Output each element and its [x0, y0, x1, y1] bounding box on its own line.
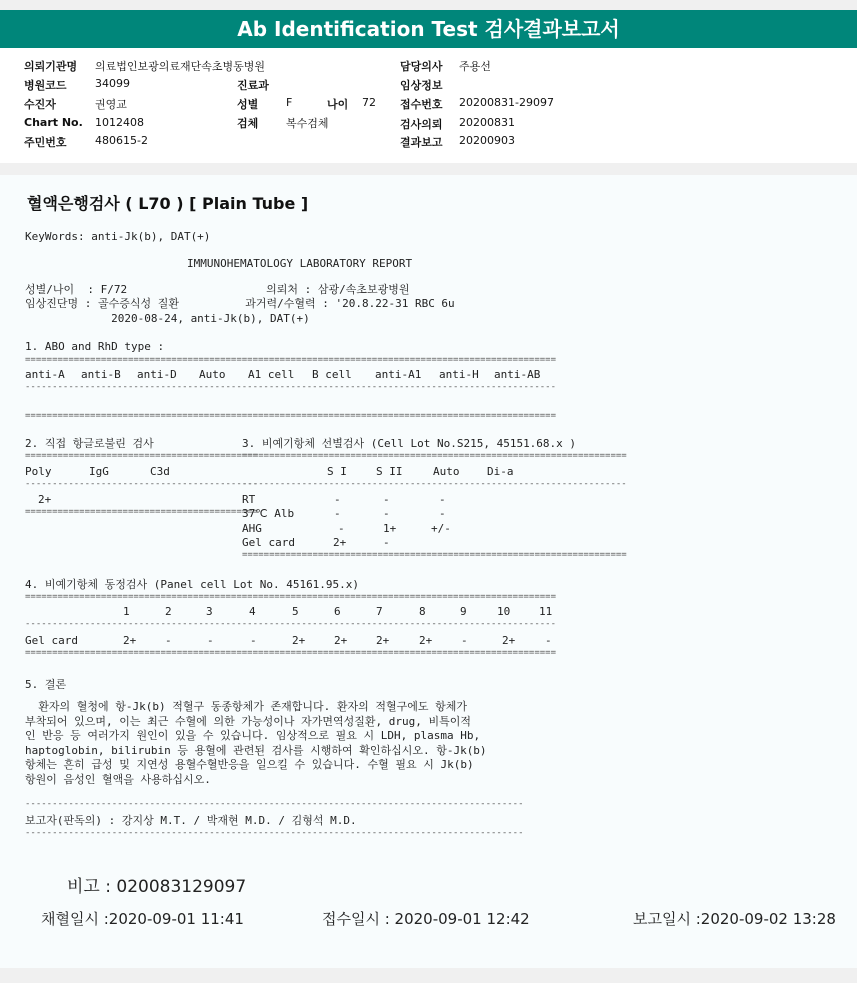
separator: ==================================================================================================	[25, 411, 557, 421]
hospital-code-label: 병원코드	[24, 79, 67, 92]
sec1-col: anti-A1	[375, 368, 422, 381]
sec4-col: 11	[539, 605, 553, 618]
sec4-cell: -	[165, 634, 172, 647]
doctor-label: 담당의사	[400, 60, 443, 73]
report-title: Ab Identification Test 검사결과보고서	[0, 10, 857, 48]
sec4-col: 6	[334, 605, 341, 618]
separator: --------------------------------------------------------------------------------------------	[25, 828, 524, 838]
separator: -----------------------------------------------------------------------	[242, 479, 627, 489]
keywords: KeyWords: anti-Jk(b), DAT(+)	[25, 230, 211, 243]
specimen-label: 검체	[237, 117, 259, 130]
info-line-2: 임상진단명 : 골수증식성 질환 과거력/수혈력 : '20.8.22-31 RBC 6u	[25, 297, 455, 310]
separator: -------------------------------------------	[25, 479, 258, 489]
sec2-value: 2+	[38, 493, 52, 506]
sec3-row-label: RT	[242, 493, 256, 506]
sec1-col: B cell	[312, 368, 352, 381]
sec3-row-label: Gel card	[242, 536, 295, 549]
dept-label: 진료과	[237, 79, 269, 92]
receipt-label: 접수번호	[400, 98, 443, 111]
sec4-cell: -	[545, 634, 552, 647]
sec3-cell: -	[383, 493, 390, 506]
age-value: 72	[362, 96, 376, 109]
sec3-title: 3. 비예기항체 선별검사 (Cell Lot No.S215, 45151.68.x )	[242, 437, 577, 450]
sec4-col: 3	[206, 605, 213, 618]
sec1-col: Auto	[199, 368, 226, 381]
sec3-cell: -	[383, 536, 390, 549]
sec3-cell: -	[334, 493, 341, 506]
hospital-code-value: 34099	[95, 77, 130, 90]
sex-label: 성별	[237, 98, 259, 111]
sec4-col: 5	[292, 605, 299, 618]
doctor-value: 주용선	[459, 60, 491, 73]
institution-value: 의료법인보광의료재단속초병동병원	[95, 60, 266, 73]
sec3-cell: -	[439, 507, 446, 520]
sec1-col: anti-AB	[494, 368, 541, 381]
separator: ==================================================================================================	[25, 355, 557, 365]
patient-header	[0, 48, 857, 163]
sec4-col: 9	[460, 605, 467, 618]
sec1-col: anti-A	[25, 368, 65, 381]
note: 비고 : 020083129097	[67, 877, 247, 897]
separator: ==================================================================================================	[25, 592, 557, 602]
sec4-cell: -	[207, 634, 214, 647]
received-datetime: 접수일시 : 2020-09-01 12:42	[322, 910, 530, 928]
sec4-col: 7	[376, 605, 383, 618]
collected-datetime: 채혈일시 :2020-09-01 11:41	[41, 910, 244, 928]
sec4-cell: 2+	[376, 634, 390, 647]
sex-value: F	[286, 96, 293, 109]
reporter: 보고자(판독의) : 강지상 M.T. / 박재현 M.D. / 김형석 M.D.	[25, 814, 357, 827]
conclusion-line: 환자의 혈청에 항-Jk(b) 적혈구 동종항체가 존재합니다. 환자의 적혈구에도 항체가	[25, 700, 467, 713]
report-date-label: 결과보고	[400, 136, 443, 149]
sec3-row-label: 37℃ Alb	[242, 507, 295, 520]
reported-datetime: 보고일시 :2020-09-02 13:28	[633, 910, 836, 928]
sec4-row-label: Gel card	[25, 634, 78, 647]
specimen-value: 복수검체	[286, 117, 329, 130]
sec4-title: 4. 비예기항체 동정검사 (Panel cell Lot No. 45161.95.x)	[25, 578, 360, 591]
sec1-col: anti-B	[81, 368, 121, 381]
request-label: 검사의뢰	[400, 118, 443, 131]
separator: =======================================================================	[242, 550, 627, 560]
clinical-label: 임상정보	[400, 79, 443, 92]
conclusion-line: 부착되어 있으며, 이는 최근 수혈에 의한 가능성이나 자가면역성질환, drug, 비특이적	[25, 715, 471, 728]
lab-report-body	[0, 175, 857, 968]
sec3-cell: -	[338, 522, 345, 535]
resident-label: 주민번호	[24, 136, 67, 149]
sec2-title: 2. 직접 항글로불린 검사	[25, 437, 154, 450]
sec3-col: S I	[327, 465, 347, 478]
separator: --------------------------------------------------------------------------------------------------	[25, 382, 557, 392]
sec4-col: 2	[165, 605, 172, 618]
patient-label: 수진자	[24, 98, 56, 111]
sec4-cell: -	[250, 634, 257, 647]
sec2-col: IgG	[89, 465, 109, 478]
sec3-cell: -	[334, 507, 341, 520]
separator: =======================================================================	[242, 451, 627, 461]
age-label: 나이	[327, 98, 349, 111]
conclusion-line: 항원이 음성인 혈액을 사용하십시오.	[25, 773, 211, 786]
sec2-col: Poly	[25, 465, 52, 478]
sec3-cell: 2+	[333, 536, 347, 549]
separator: --------------------------------------------------------------------------------------------	[25, 799, 524, 809]
sec2-col: C3d	[150, 465, 170, 478]
sec1-col: anti-D	[137, 368, 177, 381]
sec4-col: 1	[123, 605, 130, 618]
conclusion-line: 인 반응 등 여러가지 원인이 있을 수 있습니다. 임상적으로 필요 시 LDH, plasma Hb,	[25, 729, 481, 742]
report-heading: IMMUNOHEMATOLOGY LABORATORY REPORT	[187, 257, 413, 270]
receipt-value: 20200831-29097	[459, 96, 554, 109]
chart-label: Chart No.	[24, 116, 83, 129]
patient-value: 권영교	[95, 98, 127, 111]
info-line-3: 2020-08-24, anti-Jk(b), DAT(+)	[25, 312, 310, 325]
separator: --------------------------------------------------------------------------------------------------	[25, 619, 557, 629]
report-date-value: 20200903	[459, 134, 515, 147]
sec3-cell: +/-	[431, 522, 451, 535]
sec4-col: 4	[249, 605, 256, 618]
sec1-col: anti-H	[439, 368, 479, 381]
chart-value: 1012408	[95, 116, 144, 129]
conclusion-line: 항체는 흔히 급성 및 지연성 용혈수혈반응을 일으킬 수 있습니다. 수혈 필요 시 Jk(b)	[25, 758, 474, 771]
sec4-cell: 2+	[419, 634, 433, 647]
separator: ===========================================	[25, 507, 258, 517]
sec4-cell: 2+	[502, 634, 516, 647]
sec3-row-label: AHG	[242, 522, 262, 535]
institution-label: 의뢰기관명	[24, 60, 78, 73]
sec5-title: 5. 결론	[25, 678, 67, 691]
sec3-col: Di-a	[487, 465, 514, 478]
sec3-col: S II	[376, 465, 403, 478]
separator: ===========================================	[25, 451, 258, 461]
sec4-col: 10	[497, 605, 511, 618]
report-section-title: 혈액은행검사 ( L70 ) [ Plain Tube ]	[27, 194, 309, 213]
conclusion-line: haptoglobin, bilirubin 등 용혈에 관련된 검사를 시행하여 확인하십시오. 항-Jk(b)	[25, 744, 487, 757]
sec1-title: 1. ABO and RhD type :	[25, 340, 165, 353]
sec3-col: Auto	[433, 465, 460, 478]
sec3-cell: 1+	[383, 522, 397, 535]
sec4-col: 8	[419, 605, 426, 618]
sec3-cell: -	[439, 493, 446, 506]
request-value: 20200831	[459, 116, 515, 129]
sec4-cell: 2+	[123, 634, 137, 647]
resident-value: 480615-2	[95, 134, 148, 147]
separator: ==================================================================================================	[25, 648, 557, 658]
sec3-cell: -	[383, 507, 390, 520]
sec1-col: A1 cell	[248, 368, 295, 381]
sec4-cell: 2+	[334, 634, 348, 647]
sec4-cell: 2+	[292, 634, 306, 647]
info-line-1: 성별/나이 : F/72 의뢰처 : 삼광/속초보광병원	[25, 283, 410, 296]
sec4-cell: -	[461, 634, 468, 647]
